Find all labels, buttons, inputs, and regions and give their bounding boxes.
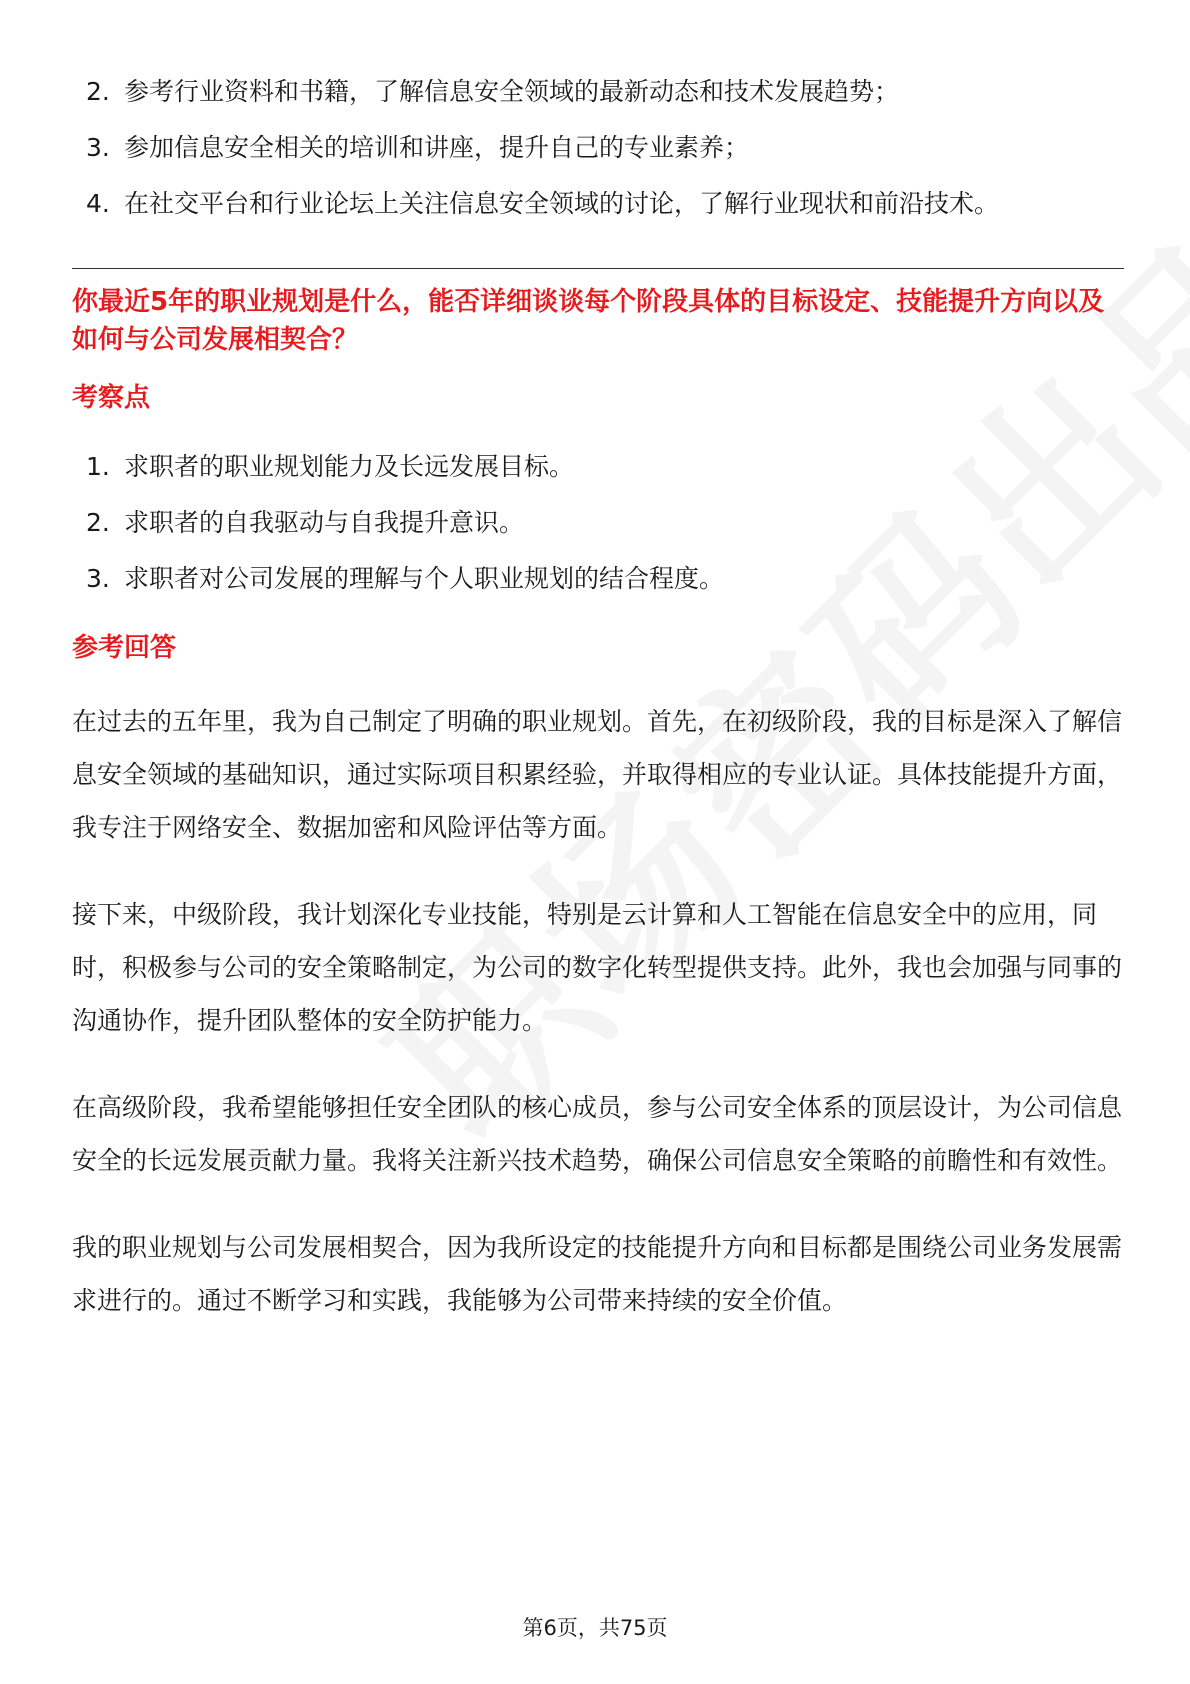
- section-divider: [72, 268, 1124, 269]
- list-number: 2.: [86, 508, 110, 537]
- list-number: 4.: [86, 189, 110, 218]
- list-item: [72, 176, 1124, 232]
- answer-paragraph: 我的职业规划与公司发展相契合，因为我所设定的技能提升方向和目标都是围绕公司业务发展需求进行的。通过不断学习和实践，我能够为公司带来持续的安全价值。: [72, 1233, 1123, 1315]
- list-text: 参考行业资料和书籍，了解信息安全领域的最新动态和技术发展趋势；: [124, 77, 900, 106]
- list-text: 在社交平台和行业论坛上关注信息安全领域的讨论，了解行业现状和前沿技术。: [124, 189, 1000, 218]
- list-text: 参加信息安全相关的培训和讲座，提升自己的专业素养；: [124, 133, 750, 162]
- list-item: [72, 120, 1124, 176]
- list-text: 求职者的职业规划能力及长远发展目标。: [124, 452, 575, 481]
- answer-paragraph: 接下来，中级阶段，我计划深化专业技能，特别是云计算和人工智能在信息安全中的应用，同时，积极参与公司的安全策略制定，为公司的数字化转型提供支持。此外，我也会加强与同事的沟通协作，提升团队整体的安全防护能力。: [72, 900, 1123, 1035]
- assessment-title: 考察点: [72, 383, 151, 413]
- question-heading: 你最近5年的职业规划是什么，能否详细谈谈每个阶段具体的目标设定、技能提升方向以及如何与公司发展相契合？: [72, 287, 1105, 355]
- list-item: [72, 495, 1124, 551]
- list-text: 求职者对公司发展的理解与个人职业规划的结合程度。: [124, 564, 725, 593]
- list-number: 3.: [86, 133, 110, 162]
- list-text: 求职者的自我驱动与自我提升意识。: [124, 508, 525, 537]
- list-item: [72, 551, 1124, 607]
- page-footer: 第6页，共75页: [522, 1616, 668, 1640]
- page-content: [72, 64, 1124, 1327]
- list-item: [72, 64, 1124, 120]
- list-number: 3.: [86, 564, 110, 593]
- top-list: [72, 64, 1124, 232]
- assessment-list: [72, 439, 1124, 607]
- list-number: 1.: [86, 452, 110, 481]
- answer-paragraph: 在过去的五年里，我为自己制定了明确的职业规划。首先，在初级阶段，我的目标是深入了解信息安全领域的基础知识，通过实际项目积累经验，并取得相应的专业认证。具体技能提升方面，我专注于网络安全、数据加密和风险评估等方面。: [72, 707, 1123, 842]
- answer-paragraph: 在高级阶段，我希望能够担任安全团队的核心成员，参与公司安全体系的顶层设计，为公司信息安全的长远发展贡献力量。我将关注新兴技术趋势，确保公司信息安全策略的前瞻性和有效性。: [72, 1093, 1123, 1175]
- answer-title: 参考回答: [72, 633, 177, 663]
- list-number: 2.: [86, 77, 110, 106]
- list-item: [72, 439, 1124, 495]
